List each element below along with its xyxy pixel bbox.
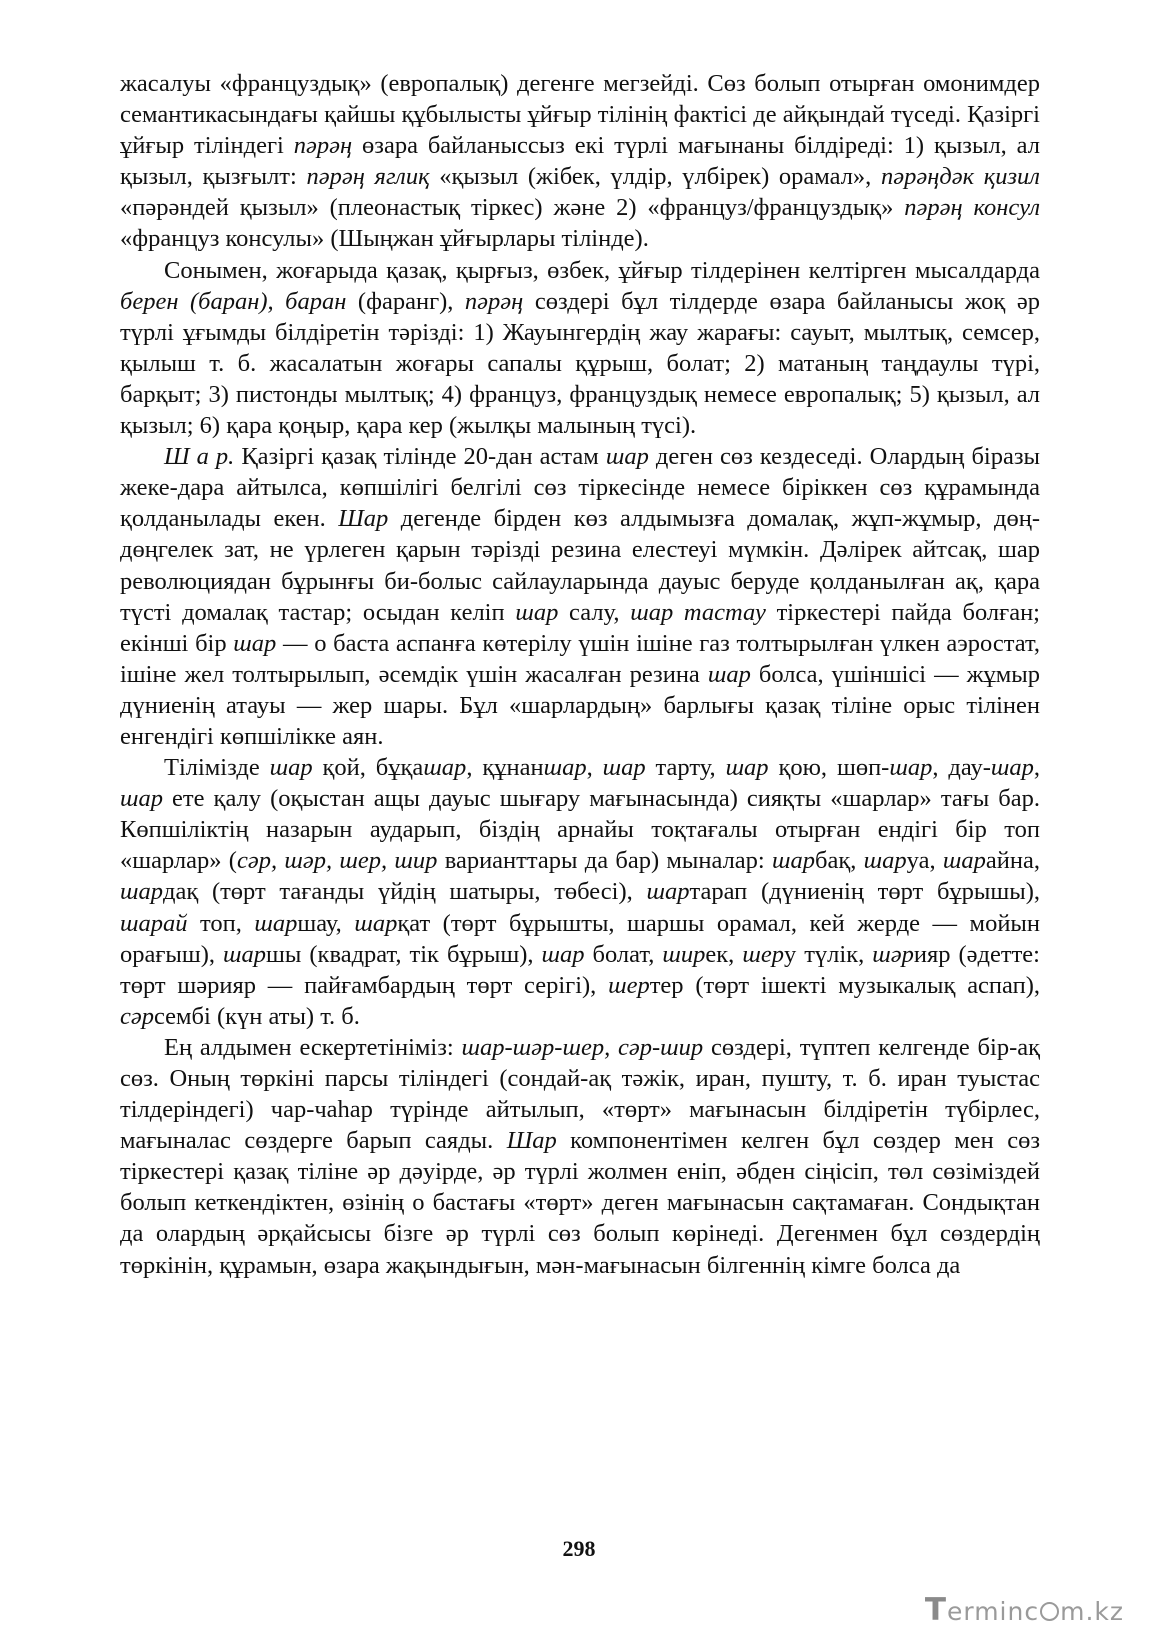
italic-term: шар xyxy=(707,660,751,688)
text-run: у түлік, xyxy=(783,940,873,968)
body-text xyxy=(120,68,1040,1281)
italic-term: шарай xyxy=(120,909,188,937)
text-run: уа, xyxy=(906,847,943,875)
italic-term: шер xyxy=(608,971,650,999)
text-run: » xyxy=(881,194,905,222)
text-run: болат, xyxy=(584,940,663,968)
italic-term: шар xyxy=(772,847,816,875)
text-run: ек, xyxy=(705,940,743,968)
text-run: топ, xyxy=(187,909,255,937)
text-run: компонентімен келген бұл сөздер мен сөз тіркестері қазақ тіліне әр дәуірде, әр түрлі жолмен еніп, әбден сіңісіп, төл сөзіміздей болып кеткендіктен, өзінің о бастағы «төрт» деген мағынасын сақтамаған. Сондықтан да олардың әрқайсысы бізге әр түрлі сөз болып көрінеді. Дегенмен бұл сөздердің төркінін, құрамын, өзара жақындығын, мән-мағынасын білгеннің кімге болса да xyxy=(120,1127,1040,1279)
text-run: тіркестері пайда болған; екінші бір xyxy=(120,598,1040,657)
italic-term: шар xyxy=(990,754,1034,782)
text-run: қ xyxy=(869,194,882,222)
text-run: қат (төрт бұрышты, шаршы орамал, кей жерде — мойын орағыш), xyxy=(120,909,1040,968)
text-run: , дау- xyxy=(932,754,991,782)
italic-term: шар xyxy=(223,940,267,968)
italic-term: Ш а р. xyxy=(164,443,235,471)
text-run: қ xyxy=(488,70,501,97)
italic-term: шар xyxy=(646,878,690,906)
watermark-o-circle-icon xyxy=(1040,1602,1059,1621)
italic-term: шар xyxy=(541,940,585,968)
paragraph-5 xyxy=(120,1032,1040,1281)
text-run: шы (квадрат, тік бұрыш), xyxy=(266,940,542,968)
text-run: » (европалы xyxy=(359,70,489,97)
italic-term: шар тастау xyxy=(630,598,766,626)
italic-term: пәрәң яглиқ xyxy=(306,163,430,191)
text-run: ) дегенге мегзейді. Сөз болып отырған омонимдер семантикасындағы қайшы құбылысты ұйғыр тілінің фактісі де айқындай түседі. Қазіргі ұйғыр тіліндегі xyxy=(120,70,1040,160)
text-run: , xyxy=(586,754,603,782)
italic-term: шар xyxy=(120,878,163,906)
italic-term: пәрәңдәк қизил xyxy=(880,163,1040,191)
text-run: дегенде бірден көз алдымызға домалақ, жұп-жұмыр, дөң-дөңгелек зат, не үрлеген қарын тәрізді резина елестеуі мүмкін. Дәлірек айтсақ, шар революциядан бұрынғы би-болыс сайлауларында дауыс беруде қолданылған ақ, қара түсті домалақ тастар; осыдан келіп xyxy=(120,505,1040,626)
italic-term: шар xyxy=(863,847,907,875)
text-run: немесе европалық; 5) қызыл, ал қызыл; 6) қара қоңыр, қара кер (жылқы малының түсі). xyxy=(120,380,1041,440)
italic-term: Шар xyxy=(338,505,389,533)
italic-term: шар xyxy=(889,754,933,782)
text-run: — о баста аспанға көтерілу үшін ішіне газ толтырылған үлкен аэростат, ішіне жел толтырылып, әсемдік үшін жасалған резина xyxy=(120,629,1040,688)
watermark-prefix: T xyxy=(924,1592,947,1628)
italic-term: шар xyxy=(423,754,467,782)
text-run: қою, шөп- xyxy=(768,754,890,782)
italic-term: шар xyxy=(120,785,163,813)
italic-term: Шар xyxy=(506,1127,557,1155)
text-run: тарап (дүниенің төрт бұрышы), xyxy=(689,878,1040,906)
italic-term: шәр xyxy=(872,940,914,968)
text-run: Сонымен, жоғарыда қазақ, қырғыз, өзбек, ұйғыр тілдерінен келтірген мысалдарда xyxy=(164,256,1040,284)
watermark-middle: erminc xyxy=(946,1597,1040,1626)
italic-term: шар xyxy=(354,909,398,937)
italic-term: сәр, шәр, шер, шир xyxy=(236,847,438,875)
text-run: тарту, xyxy=(645,754,726,782)
italic-term: берен (баран), баран xyxy=(120,287,347,315)
text-run: деген сөз кездеседі. Олардың біразы жеке-дара айтылса, көпшілігі белгілі сөз тіркесінде немесе біріккен сөз құрамында қолданылады екен. xyxy=(120,443,1040,533)
text-run: айна, xyxy=(985,847,1040,875)
italic-term: шар xyxy=(602,754,646,782)
text-run: ете қалу (оқыстан ащы дауыс шығару мағынасында) сияқты «шарлар» тағы бар. Көпшіліктің назарын аударып, біздің арнайы тоқтағалы отырған ендігі бір топ «шарлар» ( xyxy=(120,785,1040,875)
text-run: «пәрәндей қызыл» (плеонастық тіркес) және 2) «француз/французды xyxy=(120,194,870,222)
text-run: , құнан xyxy=(466,754,544,782)
text-run: шау, xyxy=(297,909,355,937)
italic-term: пәрәң xyxy=(293,132,353,160)
termincom-watermark xyxy=(925,1592,1124,1628)
italic-term: шар xyxy=(233,629,277,657)
text-run: Қазіргі қазақ тілінде 20-дан астам xyxy=(234,443,606,471)
text-run: қ xyxy=(685,380,697,408)
page-number: 298 xyxy=(562,1536,596,1561)
text-run: тер (төрт ішекті музыкалық аспап), xyxy=(649,971,1040,999)
italic-term: шир xyxy=(662,940,706,968)
text-run: сембі (күн аты) т. б. xyxy=(154,1002,360,1030)
italic-term: шар xyxy=(543,754,587,782)
italic-term: шар xyxy=(942,847,986,875)
text-run: «француз консулы» (Шыңжан ұйғырлары тілінде). xyxy=(120,225,649,253)
text-run: қой, бұқа xyxy=(312,754,424,782)
paragraph-1 xyxy=(120,68,1040,255)
italic-term: пәрәң xyxy=(464,287,524,315)
paragraph-2 xyxy=(120,255,1040,442)
text-run: болса, үшіншісі — жұмыр дүниенің атауы — жер шары. Бұл «шарлардың» барлығы қазақ тіліне орыс тілінен енгендігі көпшілікке аян. xyxy=(120,660,1040,750)
text-run: қ xyxy=(347,70,360,97)
text-run: , xyxy=(1033,754,1041,782)
italic-term: шар xyxy=(605,443,649,471)
italic-term: шар xyxy=(269,754,313,782)
text-run: варианттары да бар) мыналар: xyxy=(437,847,773,875)
text-run: жасалуы «французды xyxy=(120,70,348,97)
italic-term: шар xyxy=(725,754,769,782)
text-run: ияр (әдетте: төрт шәрияр — пайғамбардың төрт серігі), xyxy=(120,940,1040,999)
paragraph-4 xyxy=(120,752,1040,1032)
italic-term: пәрәң консул xyxy=(904,194,1040,222)
text-run: сөздері, түптеп келгенде бір-ақ сөз. Оның төркіні парсы тіліндегі (сондай-ақ тәжік, иран, пушту, т. б. иран туыстас тілдеріндегі) чар-чаһар түрінде айтылып, «төрт» мағынасын білдіретін түбірлес, мағыналас сөздерге барып саяды. xyxy=(120,1033,1041,1155)
italic-term: шар xyxy=(515,598,559,626)
text-run: салу, xyxy=(558,598,631,626)
text-run: сөздері бұл тілдерде өзара байланысы жоқ әр түрлі ұғымды білдіретін тәрізді: 1) Жауынгердің жау жарағы: сауыт, мылтық, семсер, қылыш т. б. жасалатын жоғары сапалы құрыш, болат; 2) матаның таңдаулы түрі, барқыт; 3) пистонды мылтық; 4) француз, французды xyxy=(120,287,1040,408)
text-run: Ең алдымен ескертетініміз: xyxy=(164,1033,462,1061)
text-run: өзара байланыссыз екі түрлі мағынаны білдіреді: 1) қызыл, ал қызыл, қызғылт: xyxy=(120,132,1040,191)
text-run: Тілімізде xyxy=(164,754,270,782)
text-run: «қызыл (жібек, үлдір, үлбірек) орамал», xyxy=(429,163,881,191)
italic-term: шар-шәр-шер, сәр-шир xyxy=(461,1033,704,1061)
text-run: бақ, xyxy=(815,847,864,875)
italic-term: шер xyxy=(742,940,784,968)
text-run: (фаранг), xyxy=(346,287,465,315)
italic-term: шар xyxy=(254,909,298,937)
watermark-suffix: m.kz xyxy=(1060,1597,1124,1626)
text-run: дақ (төрт тағанды үйдің шатыры, төбесі), xyxy=(163,878,647,906)
paragraph-3 xyxy=(120,441,1040,752)
italic-term: сәр xyxy=(120,1002,154,1030)
